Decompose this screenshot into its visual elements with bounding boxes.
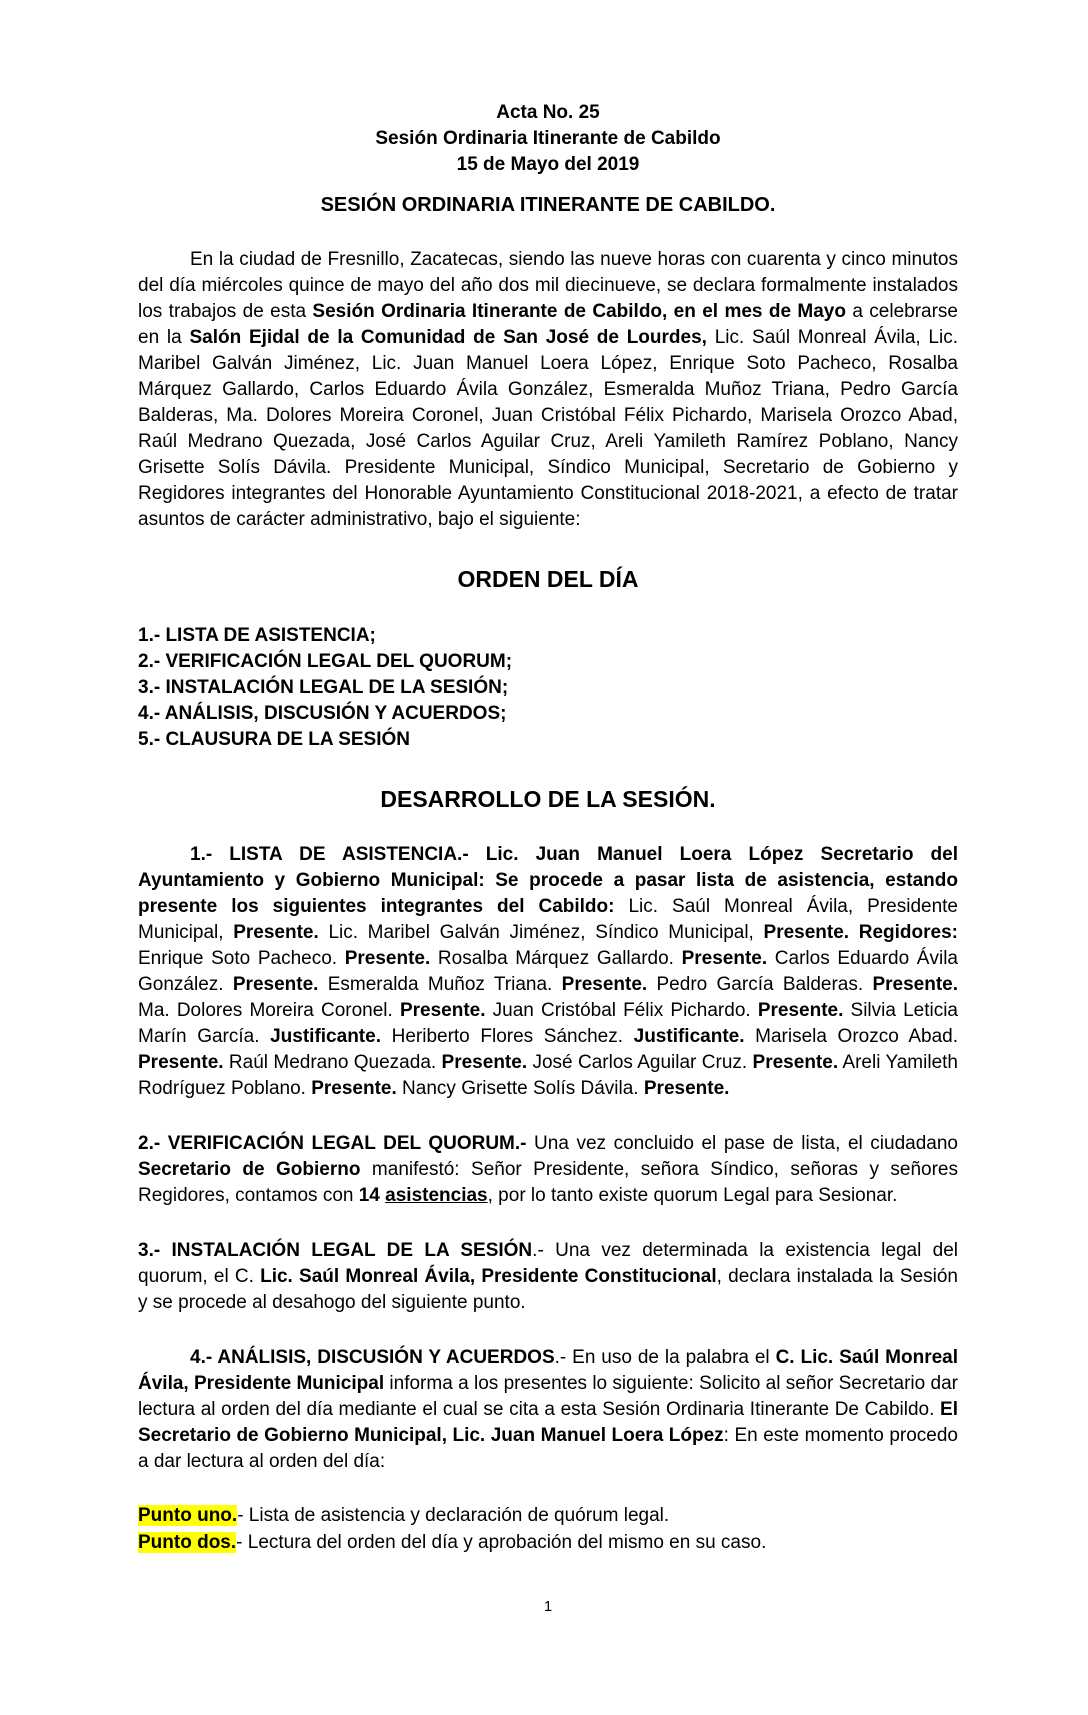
intro-paragraph: En la ciudad de Fresnillo, Zacatecas, siendo las nueve horas con cuarenta y cinco minutos del día miércoles quince de mayo del año dos mil diecinueve, se declara formalmente instalados los trabajos de esta Sesión Ordinaria Itinerante de Cabildo, en el mes de Mayo a celebrarse en la Salón Ejidal de la Comunidad de San José de Lourdes, Lic. Saúl Monreal Ávila, Lic. Maribel Galván Jiménez, Lic. Juan Manuel Loera López, Enrique Soto Pacheco, Rosalba Márquez Gallardo, Carlos Eduardo Ávila González, Esmeralda Muñoz Triana, Pedro García Balderas, Ma. Dolores Moreira Coronel, Juan Cristóbal Félix Pichardo, Marisela Orozco Abad, Raúl Medrano Quezada, José Carlos Aguilar Cruz, Areli Yamileth Ramírez Poblano, Nancy Grisette Solís Dávila. Presidente Municipal, Síndico Municipal, Secretario de Gobierno y Regidores integrantes del Honorable Ayuntamiento Constitucional 2018-2021, a efecto de tratar asuntos de carácter administrativo, bajo el siguiente: <box>138 249 958 530</box>
session-type-line: Sesión Ordinaria Itinerante de Cabildo <box>375 128 721 149</box>
document-header <box>138 100 958 178</box>
instalacion-legal-paragraph: 3.- INSTALACIÓN LEGAL DE LA SESIÓN.- Una vez determinada la existencia legal del quorum, el C. Lic. Saúl Monreal Ávila, Presidente Constitucional, declara instalada la Sesión y se procede al desahogo del siguiente punto. <box>138 1240 958 1313</box>
document-subtitle: SESIÓN ORDINARIA ITINERANTE DE CABILDO. <box>320 194 776 216</box>
analisis-acuerdos-paragraph: 4.- ANÁLISIS, DISCUSIÓN Y ACUERDOS.- En uso de la palabra el C. Lic. Saúl Monreal Ávila, Presidente Municipal informa a los presentes lo siguiente: Solicito al señor Secretario dar lectura al orden del día mediante el cual se cita a esta Sesión Ordinaria Itinerante De Cabildo. El Secretario de Gobierno Municipal, Lic. Juan Manuel Loera López: En este momento procedo a dar lectura al orden del día: <box>138 1347 959 1472</box>
desarrollo-title: DESARROLLO DE LA SESIÓN. <box>380 786 716 812</box>
agenda-item-1: 1.- LISTA DE ASISTENCIA; <box>138 625 376 646</box>
agenda-item-4: 4.- ANÁLISIS, DISCUSIÓN Y ACUERDOS; <box>138 703 507 724</box>
punto-dos-line: Punto dos.- Lectura del orden del día y aprobación del mismo en su caso. <box>138 1532 767 1553</box>
session-date-line: 15 de Mayo del 2019 <box>456 154 640 175</box>
agenda-item-3: 3.- INSTALACIÓN LEGAL DE LA SESIÓN; <box>138 677 509 698</box>
agenda-list <box>138 623 958 753</box>
page-number: 1 <box>543 1598 553 1615</box>
puntos-list <box>138 1502 958 1556</box>
verificacion-quorum-paragraph: 2.- VERIFICACIÓN LEGAL DEL QUORUM.- Una vez concluido el pase de lista, el ciudadano Secretario de Gobierno manifestó: Señor Presidente, señora Síndico, señoras y señores Regidores, contamos con 14 asistencias, por lo tanto existe quorum Legal para Sesionar. <box>138 1133 958 1206</box>
acta-number-line: Acta No. 25 <box>496 102 600 123</box>
punto-uno-line: Punto uno.- Lista de asistencia y declaración de quórum legal. <box>138 1505 670 1526</box>
agenda-item-2: 2.- VERIFICACIÓN LEGAL DEL QUORUM; <box>138 651 513 672</box>
orden-del-dia-title: ORDEN DEL DÍA <box>457 566 639 592</box>
lista-asistencia-paragraph: 1.- LISTA DE ASISTENCIA.- Lic. Juan Manuel Loera López Secretario del Ayuntamiento y Gobierno Municipal: Se procede a pasar lista de asistencia, estando presente los siguientes integrantes del Cabildo: Lic. Saúl Monreal Ávila, Presidente Municipal, Presente. Lic. Maribel Galván Jiménez, Síndico Municipal, Presente. Regidores: Enrique Soto Pacheco. Presente. Rosalba Márquez Gallardo. Presente. Carlos Eduardo Ávila González. Presente. Esmeralda Muñoz Triana. Presente. Pedro García Balderas. Presente. Ma. Dolores Moreira Coronel. Presente. Juan Cristóbal Félix Pichardo. Presente. Silvia Leticia Marín García. Justificante. Heriberto Flores Sánchez. Justificante. Marisela Orozco Abad. Presente. Raúl Medrano Quezada. Presente. José Carlos Aguilar Cruz. Presente. Areli Yamileth Rodríguez Poblano. Presente. Nancy Grisette Solís Dávila. Presente. <box>138 844 959 1099</box>
agenda-item-5: 5.- CLAUSURA DE LA SESIÓN <box>138 729 411 750</box>
